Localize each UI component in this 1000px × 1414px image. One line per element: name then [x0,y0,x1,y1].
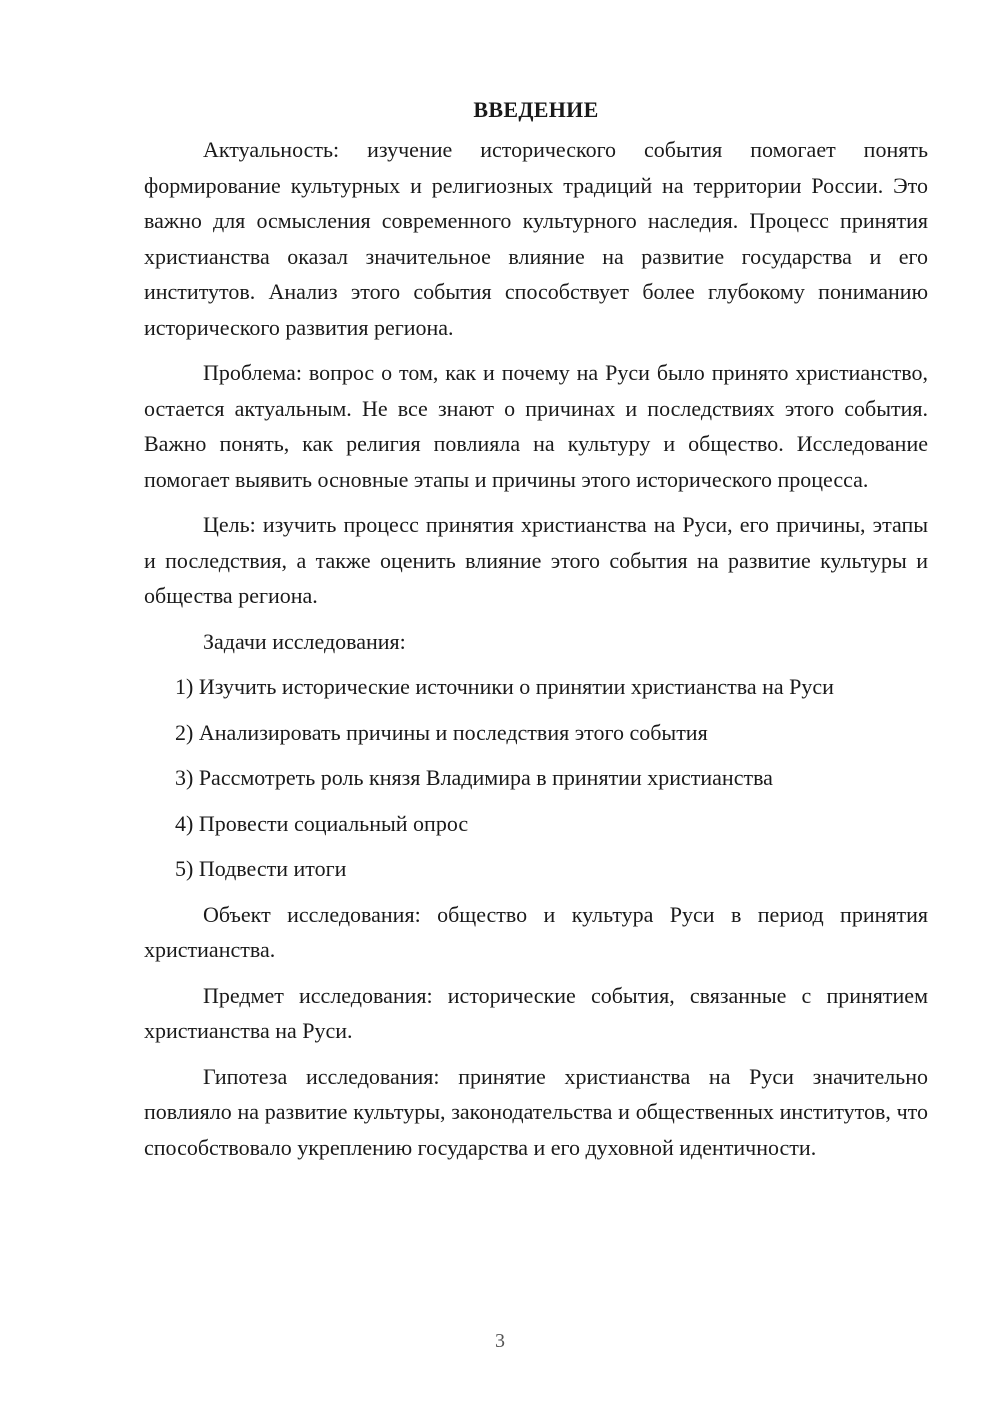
tasks-list [144,669,928,887]
task-item: 2) Анализировать причины и последствия этого события [175,719,708,745]
paragraph-hypothesis: Гипотеза исследования: принятие христианства на Руси значительно повлияло на развитие культуры, законодательства и общественных институтов, что способствовало укреплению государства и его духовной идентичности. [144,1063,928,1160]
task-item: 4) Провести социальный опрос [175,810,469,836]
page-number: 3 [495,1330,505,1352]
paragraph-object: Объект исследования: общество и культура Руси в период принятия христианства. [144,901,928,962]
paragraph-goal: Цель: изучить процесс принятия христианства на Руси, его причины, этапы и последствия, а также оценить влияние этого события на развитие культуры и общества региона. [144,512,928,608]
paragraph-problem: Проблема: вопрос о том, как и почему на Руси было принято христианство, остается актуальным. Не все знают о причинах и последствиях этого события. Важно понять, как религия повлияла на культуру и общество. Исследование помогает выявить основные этапы и причины этого исторического процесса. [144,360,928,492]
task-item: 3) Рассмотреть роль князя Владимира в принятии христианства [175,765,773,790]
paragraph-relevance: Актуальность: изучение исторического события помогает понять формирование культурных и религиозных традиций на территории России. Это важно для осмысления современного культурного наследия. Процесс принятия христианства оказал значительное влияние на развитие государства и его институтов. Анализ этого события способствует более глубокому пониманию исторического развития региона. [144,137,928,340]
task-item: 5) Подвести итоги [175,856,347,881]
tasks-heading: Задачи исследования: [203,628,406,654]
section-title: ВВЕДЕНИЕ [473,97,599,122]
task-item: 1) Изучить исторические источники о принятии христианства на Руси [175,674,834,699]
paragraph-subject: Предмет исследования: исторические события, связанные с принятием христианства на Руси. [144,982,928,1043]
page-content [144,92,928,1175]
